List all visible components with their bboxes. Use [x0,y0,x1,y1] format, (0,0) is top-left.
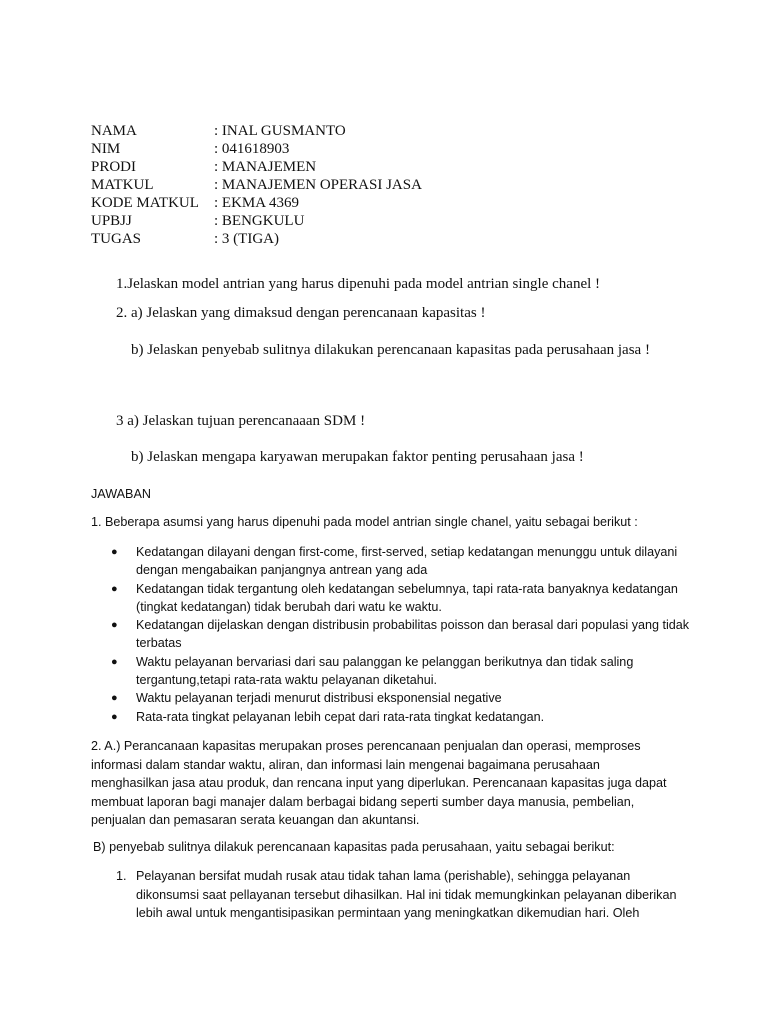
answer-2b-heading: B) penyebab sulitnya dilakuk perencanaan kapasitas pada perusahaan, yaitu sebagai berikut: [93,840,615,854]
list-item-text: Pelayanan bersifat mudah rusak atau tidak tahan lama (perishable), sehingga pelayanan dikonsumsi saat pellayanan tersebut dihasilkan. Hal ini tidak memungkinkan pelayanan diberikan lebih awal untuk mengantisipasikan permintaan yang meningkatkan dikemudian hari. Oleh [136,869,677,921]
info-row-matkul [91,176,422,194]
list-item [111,689,691,707]
bullet-text: Rata-rata tingkat pelayanan lebih cepat dari rata-rata tingkat kedatangan. [136,709,545,724]
info-value: : 3 (TIGA) [214,231,279,247]
info-label: TUGAS [91,231,142,247]
info-label: KODE MATKUL [91,195,199,211]
info-row-tugas [91,230,422,248]
bullet-text: Kedatangan tidak tergantung oleh kedatangan sebelumnya, tapi rata-rata banyaknya kedatangan (tingkat kedatangan) tidak berubah dari watu ke waktu. [136,581,678,614]
bullet-text: Waktu pelayanan bervariasi dari sau palanggan ke pelanggan berikutnya dan tidak saling tergantung,tetapi rata-rata waktu pelayanan diketahui. [136,654,634,688]
info-label: MATKUL [91,177,154,193]
info-label: NAMA [91,123,137,139]
list-item [111,616,691,653]
answer-1-bullet-list [111,543,691,726]
info-value: : MANAJEMEN [214,159,317,175]
answers-heading: JAWABAN [91,487,151,501]
info-row-nama [91,122,422,140]
bullet-icon: ● [111,655,118,668]
answer-2a-paragraph: 2. A.) Perancanaan kapasitas merupakan proses perencanaan penjualan dan operasi, memproses informasi dalam standar waktu, aliran, dan informasi lain mengenai bagaimana perusahaan menghasilkan jasa atau produk, dan rencana input yang diperlukan. Perencanaan kapasitas juga dapat membuat laporan bagi manajer dalam berbagai bidang seperti sumber daya manusia, pembelian, penjualan dan pemasaran serata keuangan dan akuntansi. [91,739,667,828]
info-value: : MANAJEMEN OPERASI JASA [214,177,422,193]
question-1: 1.Jelaskan model antrian yang harus dipenuhi pada model antrian single chanel ! [116,276,601,292]
list-item [116,867,681,923]
bullet-text: Waktu pelayanan terjadi menurut distribusi eksponensial negative [136,691,502,706]
bullet-icon: ● [111,619,118,632]
bullet-text: Kedatangan dilayani dengan first-come, first-served, setiap kedatangan menunggu untuk dilayani dengan mengabaikan panjangnya antrean yang ada [136,545,678,578]
info-label: NIM [91,141,121,157]
list-item [111,653,691,690]
student-info-block [91,122,422,248]
question-2b: b) Jelaskan penyebab sulitnya dilakukan perencanaan kapasitas pada perusahaan jasa ! [131,342,650,358]
bullet-icon: ● [111,692,118,705]
info-value: : INAL GUSMANTO [214,123,346,139]
info-label: PRODI [91,159,137,175]
question-3b: b) Jelaskan mengapa karyawan merupakan faktor penting perusahaan jasa ! [131,449,584,465]
info-value: : BENGKULU [214,213,305,229]
list-item [111,708,691,726]
info-label: UPBJJ [91,213,132,229]
bullet-icon: ● [111,582,118,595]
info-row-kode-matkul [91,194,422,212]
info-value: : EKMA 4369 [214,195,300,211]
info-value: : 041618903 [214,141,290,157]
list-item [111,580,691,617]
list-item [111,543,691,580]
bullet-text: Kedatangan dijelaskan dengan distribusin probabilitas poisson dan berasal dari populasi yang tidak terbatas [136,618,690,651]
info-row-upbjj [91,212,422,230]
info-row-nim [91,140,422,158]
info-row-prodi [91,158,422,176]
list-number: 1. [116,869,127,883]
answer-1-intro: 1. Beberapa asumsi yang harus dipenuhi pada model antrian single chanel, yaitu sebagai berikut : [91,515,638,529]
bullet-icon: ● [111,546,118,558]
question-2a: 2. a) Jelaskan yang dimaksud dengan perencanaan kapasitas ! [116,305,486,321]
question-3a: 3 a) Jelaskan tujuan perencanaaan SDM ! [116,413,366,429]
bullet-icon: ● [111,710,118,723]
